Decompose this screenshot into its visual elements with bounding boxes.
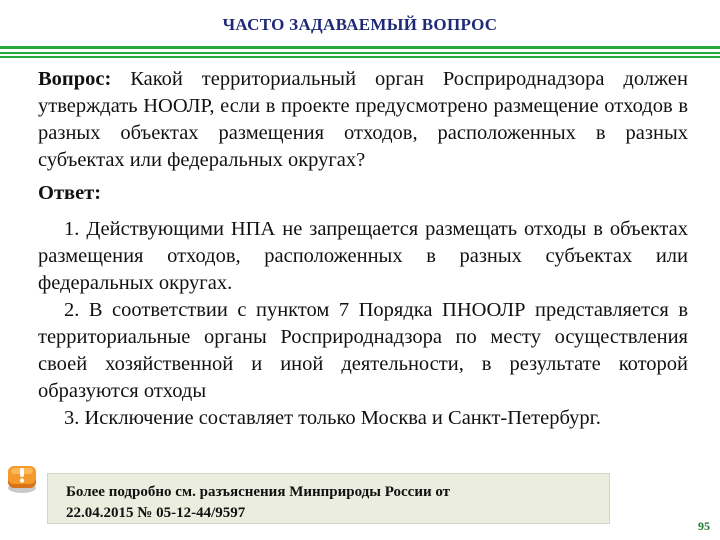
answer-item-2: 2. В соответствии с пунктом 7 Порядка ПНООЛР представляется в территориальные органы Росприроднадзора по месту осуществления своей хозяйственной и иной деятельности, в результате которой образуются отходы: [38, 299, 688, 402]
header-divider: [0, 46, 720, 58]
answer-label: Ответ:: [38, 182, 102, 204]
main-content: [38, 66, 688, 432]
page-number: 95: [698, 519, 710, 533]
question-text: Какой территориальный орган Росприроднадзора должен утверждать НООЛР, если в проекте предусмотрено размещение отходов в разных объектах размещения отходов, расположенных в разных субъектах или федеральных округах?: [38, 68, 688, 171]
page-title: ЧАСТО ЗАДАВАЕМЫЙ ВОПРОС: [222, 15, 498, 34]
question-label: Вопрос:: [38, 68, 112, 90]
note-line-2: 22.04.2015 № 05-12-44/9597: [66, 505, 246, 521]
answer-item-1: 1. Действующими НПА не запрещается размещать отходы в объектах размещения отходов, расположенных в разных субъектах или федеральных округах.: [38, 218, 688, 294]
question-block: [38, 66, 688, 174]
warning-icon: [5, 460, 39, 494]
reference-note: [47, 473, 610, 524]
note-line-1: Более подробно см. разъяснения Минприроды России от: [66, 484, 451, 500]
answer-item-3: 3. Исключение составляет только Москва и Санкт-Петербург.: [64, 407, 601, 429]
